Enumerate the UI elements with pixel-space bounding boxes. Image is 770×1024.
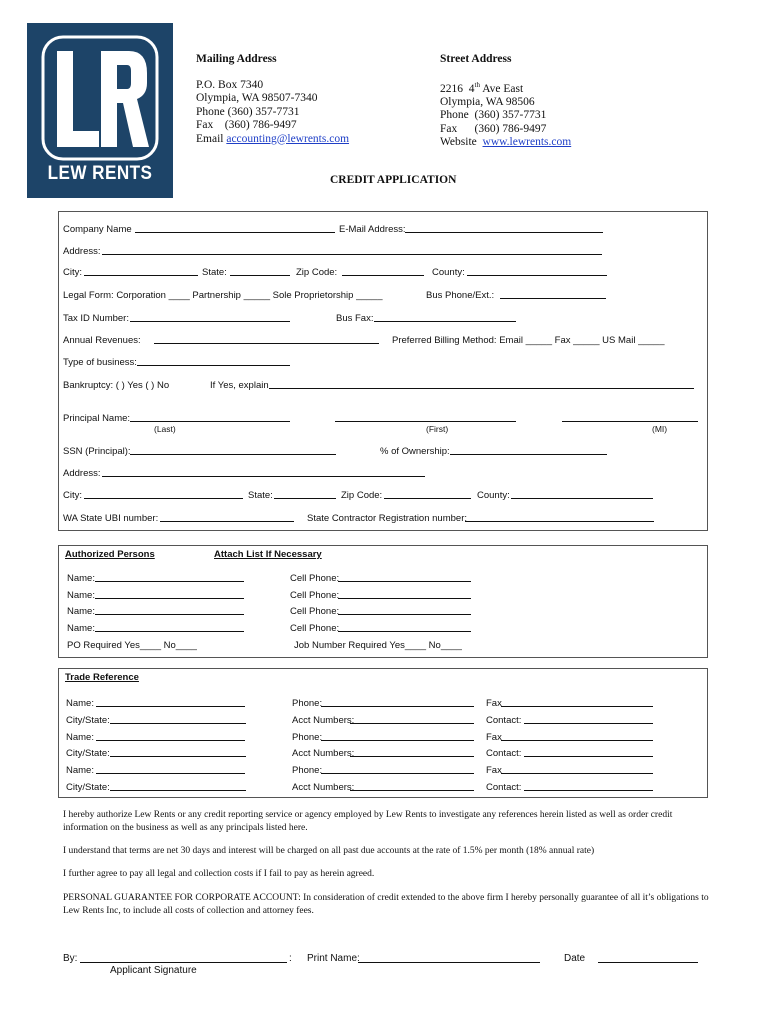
mailing-phone: Phone (360) 357-7731 bbox=[196, 105, 300, 118]
street-website-row bbox=[440, 136, 571, 150]
billing-method-label[interactable]: Preferred Billing Method: Email _____ Fax _____ US Mail _____ bbox=[392, 335, 665, 346]
auth-cell-label: Cell Phone: bbox=[290, 590, 340, 601]
bankruptcy-explain-field[interactable] bbox=[269, 388, 694, 389]
date-label: Date bbox=[564, 953, 586, 964]
street-city: Olympia, WA 98506 bbox=[440, 95, 535, 108]
trade-contact-label: Contact: bbox=[486, 748, 522, 759]
personal-guarantee-paragraph: PERSONAL GUARANTEE FOR CORPORATE ACCOUNT: In consideration of credit extended to the above firm I hereby personally guarantee of all it’s obligations to Lew Rents Inc, to include all costs of collection and attorney fees. bbox=[63, 893, 709, 916]
bus-fax-field[interactable] bbox=[374, 321, 516, 322]
mailing-city: Olympia, WA 98507-7340 bbox=[196, 92, 318, 104]
street-ordinal: th bbox=[474, 80, 480, 89]
principal-county-label: County: bbox=[477, 490, 510, 501]
auth-cell-field[interactable] bbox=[338, 581, 471, 582]
po-required-label[interactable]: PO Required Yes____ No____ bbox=[67, 640, 197, 651]
ssn-label: SSN (Principal): bbox=[63, 446, 131, 457]
principal-address-label: Address: bbox=[63, 468, 101, 479]
applicant-signature-caption: Applicant Signature bbox=[110, 965, 197, 976]
mailing-email-label: Email bbox=[196, 132, 227, 145]
tax-id-field[interactable] bbox=[130, 321, 290, 322]
state-label: State: bbox=[202, 267, 227, 278]
type-of-business-field[interactable] bbox=[137, 365, 290, 366]
trade-contact-label: Contact: bbox=[486, 782, 522, 793]
ubi-label: WA State UBI number: bbox=[63, 513, 159, 524]
trade-reference-section bbox=[58, 668, 708, 798]
trade-name-label: Name: bbox=[66, 765, 94, 776]
trade-city-state-label: City/State: bbox=[66, 715, 110, 726]
street-fax: Fax (360) 786-9497 bbox=[440, 122, 547, 135]
state-field[interactable] bbox=[230, 275, 290, 276]
trade-acct-field[interactable] bbox=[350, 723, 474, 724]
address-field[interactable] bbox=[102, 254, 602, 255]
trade-acct-field[interactable] bbox=[350, 790, 474, 791]
trade-city-state-field[interactable] bbox=[110, 790, 246, 791]
principal-address-field[interactable] bbox=[102, 476, 425, 477]
street-website-link[interactable]: www.lewrents.com bbox=[482, 136, 572, 149]
type-of-business-label: Type of business: bbox=[63, 357, 137, 368]
trade-phone-field[interactable] bbox=[321, 740, 474, 741]
county-label: County: bbox=[432, 267, 465, 278]
applicant-info-section bbox=[58, 211, 708, 531]
authorization-paragraph: I hereby authorize Lew Rents or any credit reporting service or agency employed by Lew Rents to investigate any references herein listed as well as order credit information on the business as well as any principals listed here. bbox=[63, 810, 673, 833]
zip-field[interactable] bbox=[342, 275, 424, 276]
principal-state-label: State: bbox=[248, 490, 273, 501]
trade-acct-field[interactable] bbox=[350, 756, 474, 757]
principal-city-label: City: bbox=[63, 490, 82, 501]
zip-label: Zip Code: bbox=[296, 267, 338, 278]
trade-acct-label: Acct Numbers: bbox=[292, 782, 355, 793]
trade-name-label: Name: bbox=[66, 732, 94, 743]
contractor-label: State Contractor Registration number: bbox=[307, 513, 467, 524]
trade-reference-heading: Trade Reference bbox=[65, 672, 139, 683]
principal-city-field[interactable] bbox=[84, 498, 243, 499]
trade-phone-label: Phone: bbox=[292, 732, 323, 743]
terms-paragraph: I understand that terms are net 30 days and interest will be charged on all past due accounts at the rate of 1.5% per month (18% annual rate) bbox=[63, 846, 595, 856]
principal-zip-field[interactable] bbox=[384, 498, 471, 499]
ssn-field[interactable] bbox=[130, 454, 336, 455]
auth-name-field[interactable] bbox=[95, 614, 244, 615]
attach-list-note: Attach List If Necessary bbox=[214, 549, 322, 560]
street-phone: Phone (360) 357-7731 bbox=[440, 109, 547, 122]
contractor-field[interactable] bbox=[465, 521, 654, 522]
principal-name-label: Principal Name: bbox=[63, 413, 131, 424]
lew-rents-logo bbox=[27, 23, 173, 198]
trade-phone-label: Phone: bbox=[292, 765, 323, 776]
auth-cell-label: Cell Phone: bbox=[290, 573, 340, 584]
trade-city-state-label: City/State: bbox=[66, 782, 110, 793]
date-field[interactable] bbox=[598, 962, 698, 963]
auth-name-field[interactable] bbox=[95, 581, 244, 582]
auth-name-label: Name: bbox=[67, 573, 95, 584]
city-field[interactable] bbox=[84, 275, 198, 276]
mailing-fax: Fax (360) 786-9497 bbox=[196, 119, 297, 131]
trade-city-state-label: City/State: bbox=[66, 748, 110, 759]
city-label: City: bbox=[63, 267, 82, 278]
auth-name-field[interactable] bbox=[95, 598, 244, 599]
ubi-field[interactable] bbox=[160, 521, 294, 522]
trade-city-state-field[interactable] bbox=[110, 756, 246, 757]
mailing-po-box: P.O. Box 7340 bbox=[196, 78, 264, 91]
signature-colon: : bbox=[289, 953, 292, 964]
first-caption: (First) bbox=[426, 424, 449, 434]
auth-cell-label: Cell Phone: bbox=[290, 623, 340, 634]
principal-state-field[interactable] bbox=[274, 498, 336, 499]
page-title: CREDIT APPLICATION bbox=[330, 174, 457, 186]
ownership-field[interactable] bbox=[450, 454, 607, 455]
principal-mi-field[interactable] bbox=[562, 421, 698, 422]
auth-name-field[interactable] bbox=[95, 631, 244, 632]
email-address-field[interactable] bbox=[405, 232, 603, 233]
principal-county-field[interactable] bbox=[511, 498, 653, 499]
trade-name-label: Name: bbox=[66, 698, 94, 709]
principal-first-field[interactable] bbox=[335, 421, 516, 422]
email-address-label: E-Mail Address: bbox=[339, 224, 406, 235]
trade-fax-field[interactable] bbox=[501, 773, 653, 774]
trade-phone-field[interactable] bbox=[321, 706, 474, 707]
street-line1 bbox=[440, 79, 571, 96]
trade-contact-field[interactable] bbox=[524, 790, 653, 791]
trade-fax-field[interactable] bbox=[501, 740, 653, 741]
job-number-required-label[interactable]: Job Number Required Yes____ No____ bbox=[294, 640, 462, 651]
trade-contact-label: Contact: bbox=[486, 715, 522, 726]
trade-fax-label: Fax bbox=[486, 698, 502, 709]
trade-fax-label: Fax bbox=[486, 732, 502, 743]
trade-city-state-field[interactable] bbox=[110, 723, 246, 724]
last-caption: (Last) bbox=[154, 424, 176, 434]
auth-name-label: Name: bbox=[67, 606, 95, 617]
trade-phone-label: Phone: bbox=[292, 698, 323, 709]
auth-cell-field[interactable] bbox=[338, 598, 471, 599]
company-name-label: Company Name bbox=[63, 224, 132, 235]
auth-name-label: Name: bbox=[67, 590, 95, 601]
legal-form-label[interactable]: Legal Form: Corporation ____ Partnership _____ Sole Proprietorship _____ bbox=[63, 290, 383, 301]
signature-field[interactable] bbox=[80, 962, 287, 963]
trade-acct-label: Acct Numbers: bbox=[292, 715, 355, 726]
tax-id-label: Tax ID Number: bbox=[63, 313, 129, 324]
street-name: Ave East bbox=[479, 82, 524, 95]
county-field[interactable] bbox=[467, 275, 607, 276]
company-name-field[interactable] bbox=[135, 232, 335, 233]
annual-revenues-field[interactable] bbox=[154, 343, 379, 344]
address-label: Address: bbox=[63, 246, 101, 257]
bankruptcy-label[interactable]: Bankruptcy: ( ) Yes ( ) No bbox=[63, 380, 170, 391]
street-address-block bbox=[440, 53, 571, 150]
bus-phone-field[interactable] bbox=[500, 298, 606, 299]
annual-revenues-label: Annual Revenues: bbox=[63, 335, 141, 346]
trade-fax-label: Fax bbox=[486, 765, 502, 776]
authorized-persons-heading: Authorized Persons bbox=[65, 549, 155, 560]
collection-costs-paragraph: I further agree to pay all legal and collection costs if I fail to pay as herein agreed. bbox=[63, 869, 375, 879]
trade-contact-field[interactable] bbox=[524, 723, 653, 724]
mailing-email-row bbox=[196, 133, 349, 147]
trade-acct-label: Acct Numbers: bbox=[292, 748, 355, 759]
by-label: By: bbox=[63, 953, 78, 964]
trade-fax-field[interactable] bbox=[501, 706, 653, 707]
principal-zip-label: Zip Code: bbox=[341, 490, 383, 501]
trade-phone-field[interactable] bbox=[321, 773, 474, 774]
bus-phone-label: Bus Phone/Ext.: bbox=[426, 290, 495, 301]
print-name-label: Print Name: bbox=[307, 953, 360, 964]
mi-caption: (MI) bbox=[652, 424, 668, 434]
street-address-heading: Street Address bbox=[440, 53, 512, 65]
bus-fax-label: Bus Fax: bbox=[336, 313, 374, 324]
mailing-email-link[interactable]: accounting@lewrents.com bbox=[226, 132, 350, 145]
print-name-field[interactable] bbox=[358, 962, 540, 963]
trade-contact-field[interactable] bbox=[524, 756, 653, 757]
mailing-address-block bbox=[196, 53, 349, 146]
ownership-label: % of Ownership: bbox=[380, 446, 450, 457]
street-number: 2216 4 bbox=[440, 82, 475, 95]
auth-name-label: Name: bbox=[67, 623, 95, 634]
lr-logo-mark-icon bbox=[27, 23, 173, 163]
auth-cell-field[interactable] bbox=[338, 631, 471, 632]
principal-last-field[interactable] bbox=[130, 421, 290, 422]
trade-name-field[interactable] bbox=[96, 740, 245, 741]
logo-text: LEW RENTS bbox=[47, 163, 153, 184]
mailing-address-heading: Mailing Address bbox=[196, 53, 277, 65]
if-yes-explain-label: If Yes, explain bbox=[210, 380, 269, 391]
auth-cell-label: Cell Phone: bbox=[290, 606, 340, 617]
auth-cell-field[interactable] bbox=[338, 614, 471, 615]
trade-name-field[interactable] bbox=[96, 706, 245, 707]
trade-name-field[interactable] bbox=[96, 773, 245, 774]
street-website-label: Website bbox=[440, 136, 483, 149]
